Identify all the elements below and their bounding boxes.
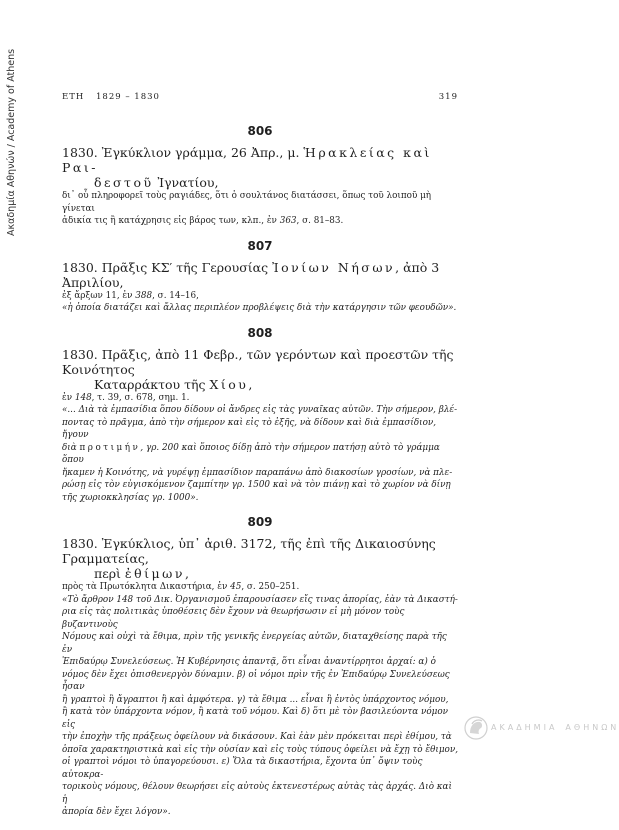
summary-text: ἐξ ἄρξων 11, ἐν [62,290,136,301]
entry-summary [62,392,458,405]
title-continuation [62,175,458,190]
entry-806 [62,124,458,228]
title-text: Ἐγκύκλιος, ὑπ᾽ ἀριθ. 3172, τῆς ἐπὶ τῆς Δικαιοσύνης Γραμματείας, [62,536,436,566]
watermark-text [491,723,619,732]
entry-title [62,536,458,581]
watermark-word: ΑΘΗΝΩΝ [565,723,619,732]
entry-year: 1830. [62,536,98,551]
quote-line: ἢ γραπτοὶ ἢ ἄγραπτοι ἢ καὶ ἀμφότερα. γ) τὰ ἔθιμα ... εἶναι ἢ ἐντὸς ὑπάρχοντος νόμου, [62,694,449,705]
archive-side-text: Ακαδημία Αθηνών / Academy of Athens [6,48,17,236]
title-text: Καταρράκτου τῆς [94,376,210,392]
entry-809 [62,515,458,819]
entry-summary [62,290,458,303]
summary-text: , τ. 39, σ. 678, σημ. 1. [91,392,190,403]
summary-text: ἀδικία τις ἢ κατάχρησις εἰς βάρος των, κλπ., ἐν [62,216,280,226]
quote-line: ρια εἰς τὰς πολιτικὰς ὑποθέσεις δὲν ἔχουν νὰ θεωρήσωσιν εἰ μὴ μόνον τοὺς βυζαντινοὺς [62,607,405,630]
entry-summary [62,190,458,228]
entry-number: 808 [247,325,273,340]
running-head [62,92,168,102]
summary-text: ἐν [62,392,75,403]
page [62,92,458,830]
summary-text: , σ. 81–83. [296,216,344,226]
athena-head-icon [463,715,489,741]
quote-line: ἢ κατὰ τὸν ὑπάρχοντα νόμον, ἢ κατὰ τοῦ νόμου. Καὶ δ) ὅτι μὲ τὸν βασιλεύοντα νόμον εἰς [62,707,448,730]
entry-year: 1830. [62,346,98,362]
entry-number: 809 [247,515,273,529]
entry-title [62,347,458,392]
quote-line: τορικοὺς νόμους, θέλουν θεωρήσει εἰς αὐτοὺς ἐκτενεστέρως αὐτὰς τὰς ἀρχάς. Διὸ καὶ ἡ [62,782,452,805]
entry-year: 1830. [62,259,98,275]
title-text: Πρᾶξις ΚΣ′ τῆς Γερουσίας [101,259,273,275]
source-ref: 388 [135,290,153,301]
summary-text: πρὸς τὰ Πρωτόκλητα Δικαστήρια, ἐν [62,582,231,592]
title-spaced-text: ἐθίμων [124,566,185,581]
title-text: Πρᾶξις, ἀπὸ 11 Φεβρ., τῶν γερόντων καὶ προεστῶν τῆς Κοινότητος [62,346,454,377]
source-ref: 148 [74,392,92,403]
watermark-word: ΑΚΑΔΗΜΙΑ [491,723,558,732]
title-text: , ἀπὸ 3 Ἀπριλίου, [62,259,440,290]
entry-summary [62,581,458,594]
title-spaced-text: δεστοῦ [94,175,154,190]
entry-808 [62,326,458,505]
entry-quote: «ἡ ὁποία διατάζει καὶ ἄλλας περιπλέον προβλέψεις διὰ τὴν κατάργησιν τῶν φεουδῶν». [62,303,457,313]
title-text: , [248,376,253,392]
quote-line: ποντας τὸ πρᾶγμα, ἀπὸ τὴν σήμερον καὶ εἰς τὸ ἑξῆς, νὰ δίδουν καὶ διὰ ἐμπασίδιον, ἤγουν [62,417,437,440]
side-label [4,38,18,238]
title-continuation [62,377,458,392]
title-text: Ἰγνατίου, [153,175,219,190]
quote-spaced-text: προτιμήν [79,442,141,453]
entry-quote [62,594,458,819]
quote-line: νόμος δὲν ἔχει ὀπισθενεργὸν δύναμιν. β) οἱ νόμοι πρὶν τῆς ἐν Ἐπιδαύρῳ Συνελεύσεως ἦσαν [62,669,450,692]
quote-line: «Τὸ ἄρθρον 148 τοῦ Δικ. Ὀργανισμοῦ ἐπαρουσίασεν εἴς τινας ἀπορίας, ἐὰν τὰ Δικαστή- [62,594,458,605]
quote-line [62,442,458,467]
running-title: ΕΤΗ [62,92,85,102]
quote-line: ὁποῖα χαρακτηριστικὰ καὶ εἰς τὴν οὐσίαν καὶ εἰς τοὺς τύπους ὀφείλει νὰ ἔχῃ τὸ ἔθιμον, [62,744,459,755]
entry-number: 807 [247,238,273,253]
title-spaced-text: Χίου [209,376,249,392]
academy-watermark [463,715,619,741]
summary-text: , σ. 14–16, [152,290,199,301]
entry-quote [62,404,458,504]
summary-text: , σ. 250–251. [241,582,300,592]
quote-line: ἀπορία δὲν ἔχει λόγον». [62,807,171,817]
entry-year: 1830. [62,145,98,160]
running-years: 1829 – 1830 [96,92,160,102]
summary-line [62,215,458,228]
entry-title [62,145,458,190]
title-spaced-text: Ἰονίων Νήσων [272,259,396,275]
entry-807 [62,239,458,315]
title-text: Ἐγκύκλιον γράμμα, 26 Ἀπρ., μ. [101,145,304,160]
title-text: περὶ [94,566,125,581]
source-ref: 363 [279,216,297,226]
summary-line: δι᾽ οὗ πληροφορεῖ τοὺς ραγιάδες, ὅτι ὁ σουλτάνος διατάσσει, ὅπως τοῦ λοιποῦ μὴ γίνεται [62,191,432,214]
entry-title [62,260,458,290]
quote-line: Νόμους καὶ οὐχὶ τὰ ἔθιμα, πρὶν τῆς γενικῆς ἐνεργείας αὐτῶν, διαταχθείσης παρὰ τῆς ἐν [62,632,447,655]
quote-line: οἱ γραπτοὶ νόμοι τὸ ὑπαγορεύουσι. ε) Ὅλα τὰ δικαστήρια, ἔχοντα ὑπ᾽ ὄψιν τοὺς αὐτοκρα- [62,757,423,780]
quote-text: , γρ. 200 καὶ ὅποιος δίδῃ ἀπὸ τὴν σήμερον πατήσῃ αὐτὸ τὸ γράμμα ὅπου [62,442,440,465]
page-header [62,92,458,102]
quote-line: ἤκαμεν ἡ Κοινότης, νὰ γυρέψῃ ἐμπασίδιον παραπάνω ἀπὸ διακοσίων γροσίων, νὰ πλε- [62,467,453,478]
quote-line: ρώσῃ εἰς τὸν εὐγισκόμενον ζαμπίτην γρ. 1500 καὶ νὰ τὸν πιάνῃ καὶ τὸ χωρίον νὰ δίνῃ [62,480,451,490]
title-spaced-text: Ἡρακλείας καὶ Ραι- [62,145,432,175]
title-text: , [184,566,189,581]
quote-text: διὰ [62,442,80,453]
entry-number: 806 [247,124,273,138]
quote-line: Ἐπιδαύρῳ Συνελεύσεως. Ἡ Κυβέρνησις ἀπαντᾷ, ὅτι εἶναι ἀναντίρρητοι ἀρχαί: α) ὁ [62,657,436,667]
quote-line: τὴν ἐποχὴν τῆς πράξεως ὀφείλουν νὰ δικάσουν. Καὶ ἐὰν μὲν πρόκειται περὶ ἐθίμου, τὰ [62,732,452,742]
title-continuation [62,566,458,581]
page-number: 319 [438,92,458,102]
quote-line: «... Διὰ τὰ ἐμπασίδια ὅπου δίδουν οἱ ἄνδρες εἰς τὰς γυναῖκας αὐτῶν. Τὴν σήμερον, βλέ- [62,405,458,415]
source-ref: 45 [230,582,242,592]
quote-line: τῆς χωριοκκλησίας γρ. 1000». [62,492,199,503]
